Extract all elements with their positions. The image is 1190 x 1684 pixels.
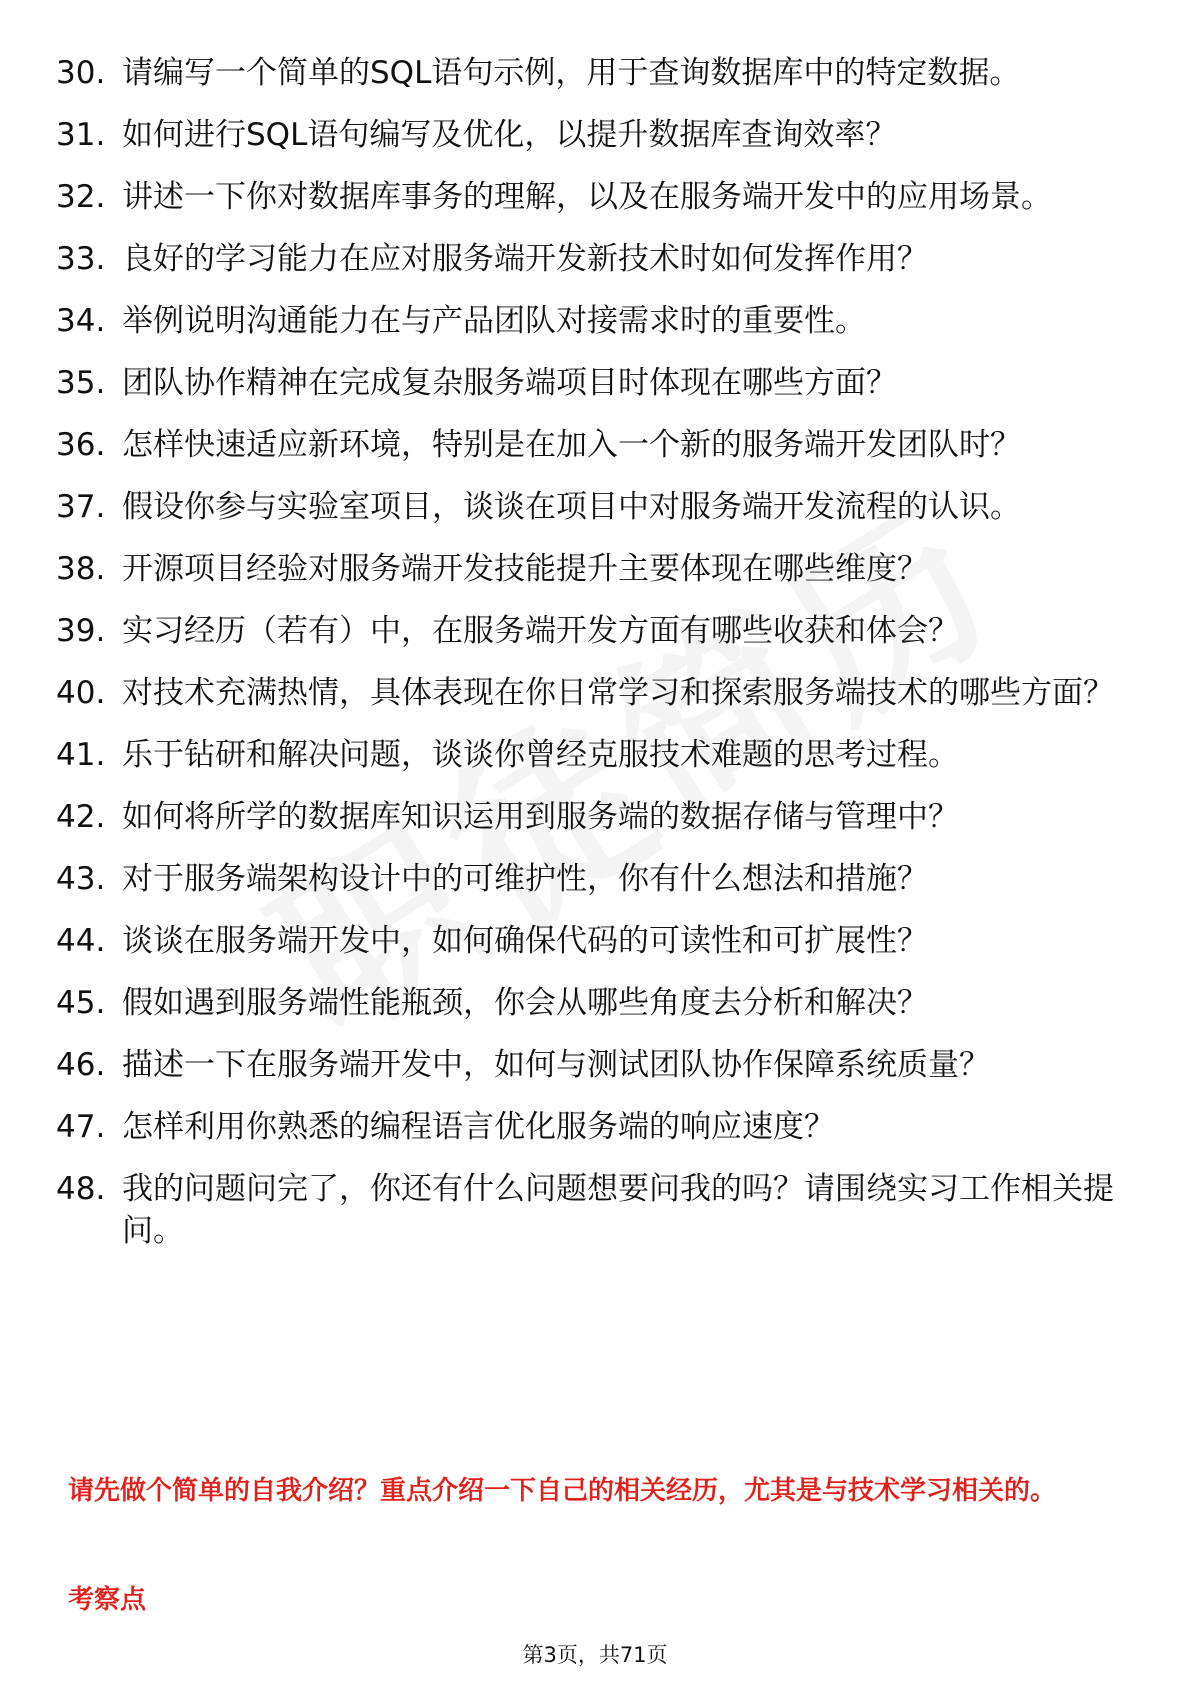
item-text: 对技术充满热情，具体表现在你日常学习和探索服务端技术的哪些方面？ — [122, 675, 1114, 711]
item-text: 我的问题问完了，你还有什么问题想要问我的吗？请围绕实习工作相关提问。 — [122, 1171, 1114, 1249]
item-number: 44. — [56, 923, 106, 959]
item-number: 46. — [56, 1047, 106, 1083]
section-heading: 考察点 — [68, 1585, 147, 1615]
item-number: 47. — [56, 1109, 106, 1145]
item-text: 如何将所学的数据库知识运用到服务端的数据存储与管理中？ — [122, 799, 959, 835]
item-number: 43. — [56, 861, 106, 897]
item-text: 请编写一个简单的SQL语句示例，用于查询数据库中的特定数据。 — [122, 55, 1021, 91]
item-number: 45. — [56, 985, 106, 1021]
list-item — [56, 672, 1136, 714]
item-number: 32. — [56, 179, 106, 215]
item-number: 36. — [56, 427, 106, 463]
highlight-question: 请先做个简单的自我介绍？重点介绍一下自己的相关经历，尤其是与技术学习相关的。 — [68, 1476, 1057, 1506]
item-text: 良好的学习能力在应对服务端开发新技术时如何发挥作用？ — [122, 241, 928, 277]
list-item — [56, 548, 1136, 590]
item-text: 乐于钻研和解决问题，谈谈你曾经克服技术难题的思考过程。 — [122, 737, 959, 773]
item-number: 39. — [56, 613, 106, 649]
item-number: 41. — [56, 737, 106, 773]
item-number: 38. — [56, 551, 106, 587]
item-text: 团队协作精神在完成复杂服务端项目时体现在哪些方面？ — [122, 365, 897, 401]
item-number: 31. — [56, 117, 106, 153]
list-item — [56, 300, 1136, 342]
list-item — [56, 796, 1136, 838]
item-text: 实习经历（若有）中，在服务端开发方面有哪些收获和体会？ — [122, 613, 959, 649]
list-item — [56, 362, 1136, 404]
list-item — [56, 114, 1136, 156]
list-item — [56, 1168, 1136, 1252]
question-list — [56, 52, 1136, 1272]
page-footer: 第3页，共71页 — [522, 1643, 668, 1667]
item-text: 讲述一下你对数据库事务的理解，以及在服务端开发中的应用场景。 — [122, 179, 1052, 215]
item-text: 假设你参与实验室项目，谈谈在项目中对服务端开发流程的认识。 — [122, 489, 1021, 525]
list-item — [56, 424, 1136, 466]
list-item — [56, 858, 1136, 900]
list-item — [56, 486, 1136, 528]
list-item — [56, 176, 1136, 218]
list-item — [56, 52, 1136, 94]
list-item — [56, 1044, 1136, 1086]
list-item — [56, 982, 1136, 1024]
item-text: 怎样快速适应新环境，特别是在加入一个新的服务端开发团队时？ — [122, 427, 1021, 463]
item-number: 42. — [56, 799, 106, 835]
list-item — [56, 734, 1136, 776]
item-number: 30. — [56, 55, 106, 91]
list-item — [56, 920, 1136, 962]
item-text: 假如遇到服务端性能瓶颈，你会从哪些角度去分析和解决？ — [122, 985, 928, 1021]
item-text: 描述一下在服务端开发中，如何与测试团队协作保障系统质量？ — [122, 1047, 990, 1083]
item-number: 40. — [56, 675, 106, 711]
item-number: 35. — [56, 365, 106, 401]
item-text: 对于服务端架构设计中的可维护性，你有什么想法和措施？ — [122, 861, 928, 897]
item-text: 举例说明沟通能力在与产品团队对接需求时的重要性。 — [122, 303, 866, 339]
list-item — [56, 1106, 1136, 1148]
item-text: 怎样利用你熟悉的编程语言优化服务端的响应速度？ — [122, 1109, 835, 1145]
item-text: 谈谈在服务端开发中，如何确保代码的可读性和可扩展性？ — [122, 923, 928, 959]
item-text: 开源项目经验对服务端开发技能提升主要体现在哪些维度？ — [122, 551, 928, 587]
list-item — [56, 610, 1136, 652]
item-number: 37. — [56, 489, 106, 525]
item-text: 如何进行SQL语句编写及优化，以提升数据库查询效率？ — [122, 117, 897, 153]
item-number: 48. — [56, 1171, 106, 1207]
item-number: 33. — [56, 241, 106, 277]
list-item — [56, 238, 1136, 280]
item-number: 34. — [56, 303, 106, 339]
